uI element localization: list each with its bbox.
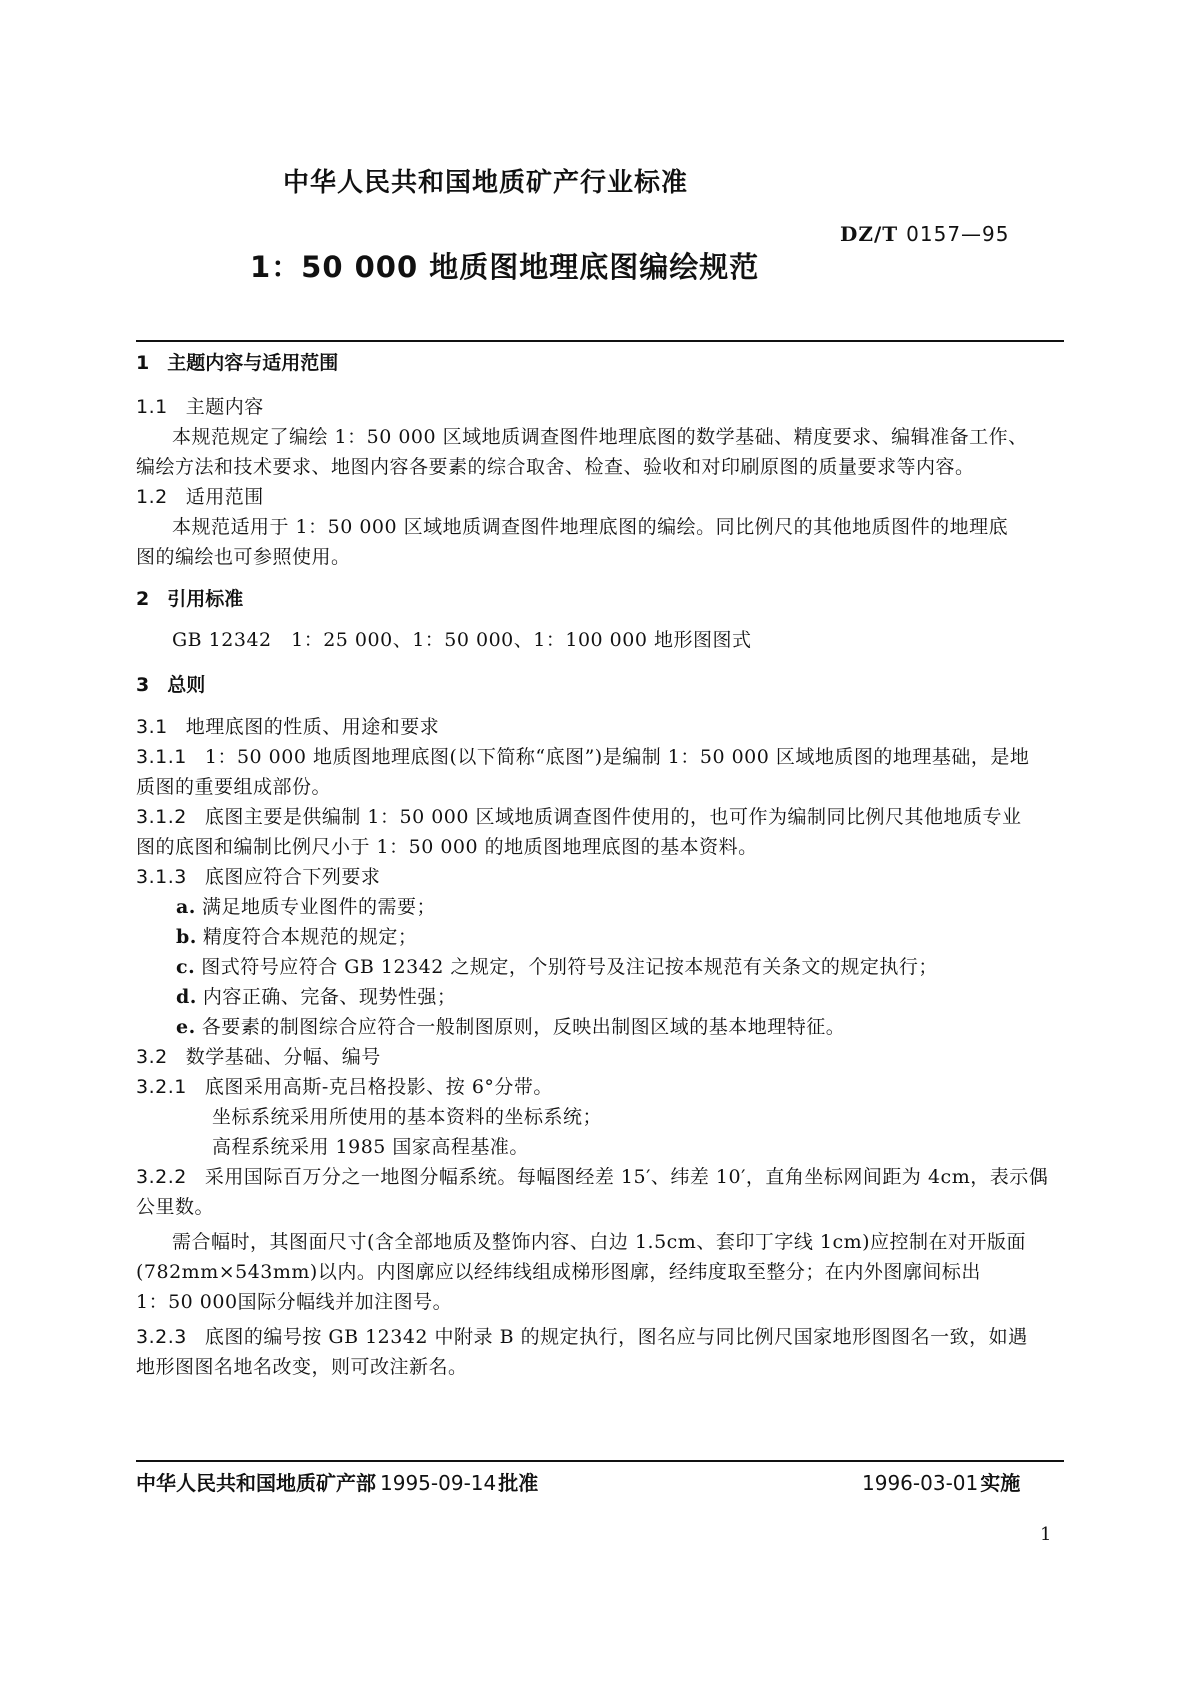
subsection-title: 适用范围: [185, 486, 264, 508]
clause-number: 3.2.2: [136, 1166, 187, 1188]
section-1-heading: [136, 348, 338, 375]
paragraph-line: 需合幅时，其图面尺寸(含全部地质及整饰内容、白边 1.5cm、套印丁字线 1cm)应控制在对开版面: [172, 1231, 1027, 1253]
section-title: 引用标准: [167, 588, 244, 610]
subsection-3-1-heading: [136, 712, 439, 739]
list-item-label: d.: [176, 986, 197, 1008]
subsection-title: 地理底图的性质、用途和要求: [185, 716, 440, 738]
clause-text: 底图主要是供编制 1：50 000 区域地质调查图件使用的，也可作为编制同比例尺其他地质专业: [204, 806, 1022, 828]
list-item-label: c.: [176, 956, 196, 978]
list-item-label: a.: [176, 896, 196, 918]
paragraph-line: (782mm×543mm)以内。内图廓应以经纬线组成梯形图廓，经纬度取至整分；在内外图廓间标出: [136, 1261, 981, 1283]
referenced-standard: GB 12342 1：25 000、1：50 000、1：100 000 地形图图式: [172, 629, 752, 651]
standard-code-prefix: DZ/T: [840, 222, 899, 246]
section-number: 3: [136, 674, 150, 696]
paragraph-line: 公里数。: [136, 1196, 215, 1218]
standard-code-number: 0157—95: [906, 222, 1010, 246]
section-number: 2: [136, 588, 150, 610]
clause-3-1-2-line: [136, 802, 1022, 829]
clause-3-1-3-line: [136, 862, 380, 889]
approval-label: 批准: [498, 1471, 539, 1495]
list-item: [176, 892, 436, 919]
paragraph-line: 坐标系统采用所使用的基本资料的坐标系统；: [212, 1106, 603, 1128]
list-item: [176, 1012, 845, 1039]
list-item-text: 内容正确、完备、现势性强；: [202, 986, 457, 1008]
clause-text: 1：50 000 地质图地理底图(以下简称“底图”)是编制 1：50 000 区域地质图的地理基础，是地: [204, 746, 1030, 768]
paragraph-line: 图的编绘也可参照使用。: [136, 546, 351, 568]
paragraph-line: 质图的重要组成部份。: [136, 776, 332, 798]
standard-code: [840, 222, 1010, 246]
footer-divider: [136, 1460, 1064, 1462]
clause-3-2-3-line: [136, 1322, 1028, 1349]
clause-3-2-2-line: [136, 1162, 1048, 1189]
subsection-number: 3.2: [136, 1046, 168, 1068]
list-item-text: 各要素的制图综合应符合一般制图原则，反映出制图区域的基本地理特征。: [201, 1016, 846, 1038]
clause-number: 3.1.3: [136, 866, 187, 888]
clause-3-1-1-line: [136, 742, 1029, 769]
clause-number: 3.1.2: [136, 806, 187, 828]
list-item-label: e.: [176, 1016, 196, 1038]
section-3-heading: [136, 670, 205, 697]
subsection-number: 3.1: [136, 716, 168, 738]
list-item-text: 图式符号应符合 GB 12342 之规定，个别符号及注记按本规范有关条文的规定执行；: [201, 956, 938, 978]
section-title: 总则: [167, 674, 206, 696]
clause-text: 采用国际百万分之一地图分幅系统。每幅图经差 15′、纬差 10′，直角坐标网间距为 4cm，表示偶: [204, 1166, 1049, 1188]
implementation-statement: [862, 1467, 1020, 1496]
approval-date: 1995-09-14: [380, 1471, 497, 1495]
approval-org: 中华人民共和国地质矿产部: [136, 1471, 376, 1495]
subsection-1-1-heading: [136, 392, 264, 419]
paragraph-line: 图的底图和编制比例尺小于 1：50 000 的地质图地理底图的基本资料。: [136, 836, 758, 858]
implementation-date: 1996-03-01: [862, 1471, 979, 1495]
paragraph-line: 本规范规定了编绘 1：50 000 区域地质调查图件地理底图的数学基础、精度要求、编辑准备工作、: [172, 426, 1028, 448]
clause-3-2-1-line: [136, 1072, 553, 1099]
subsection-1-2-heading: [136, 482, 264, 509]
section-2-heading: [136, 584, 243, 611]
clause-text: 底图应符合下列要求: [204, 866, 381, 888]
paragraph-line: 编绘方法和技术要求、地图内容各要素的综合取舍、检查、验收和对印刷原图的质量要求等内容。: [136, 456, 975, 478]
page-number: 1: [1040, 1524, 1052, 1545]
subsection-title: 数学基础、分幅、编号: [185, 1046, 381, 1068]
list-item: [176, 922, 417, 949]
section-title: 主题内容与适用范围: [167, 352, 339, 374]
paragraph-line: 本规范适用于 1：50 000 区域地质调查图件地理底图的编绘。同比例尺的其他地质图件的地理底: [172, 516, 1009, 538]
list-item: [176, 952, 938, 979]
subsection-3-2-heading: [136, 1042, 381, 1069]
list-item: [176, 982, 456, 1009]
paragraph-line: 地形图图名地名改变，则可改注新名。: [136, 1356, 468, 1378]
paragraph-line: 高程系统采用 1985 国家高程基准。: [212, 1136, 529, 1158]
subsection-number: 1.1: [136, 396, 168, 418]
clause-number: 3.1.1: [136, 746, 187, 768]
document-title: 1：50 000 地质图地理底图编绘规范: [250, 250, 760, 284]
subsection-title: 主题内容: [185, 396, 264, 418]
clause-text: 底图采用高斯-克吕格投影、按 6°分带。: [204, 1076, 553, 1098]
approval-statement: [136, 1467, 538, 1496]
list-item-label: b.: [176, 926, 197, 948]
section-number: 1: [136, 352, 150, 374]
clause-text: 底图的编号按 GB 12342 中附录 B 的规定执行，图名应与同比例尺国家地形图图名一致，如遇: [204, 1326, 1028, 1348]
header-divider: [136, 340, 1064, 342]
clause-number: 3.2.3: [136, 1326, 187, 1348]
implementation-label: 实施: [980, 1471, 1021, 1495]
list-item-text: 满足地质专业图件的需要；: [201, 896, 436, 918]
list-item-text: 精度符合本规范的规定；: [202, 926, 418, 948]
clause-number: 3.2.1: [136, 1076, 187, 1098]
issuing-body-title: 中华人民共和国地质矿产行业标准: [283, 168, 689, 198]
paragraph-line: 1：50 000国际分幅线并加注图号。: [136, 1291, 453, 1313]
subsection-number: 1.2: [136, 486, 168, 508]
